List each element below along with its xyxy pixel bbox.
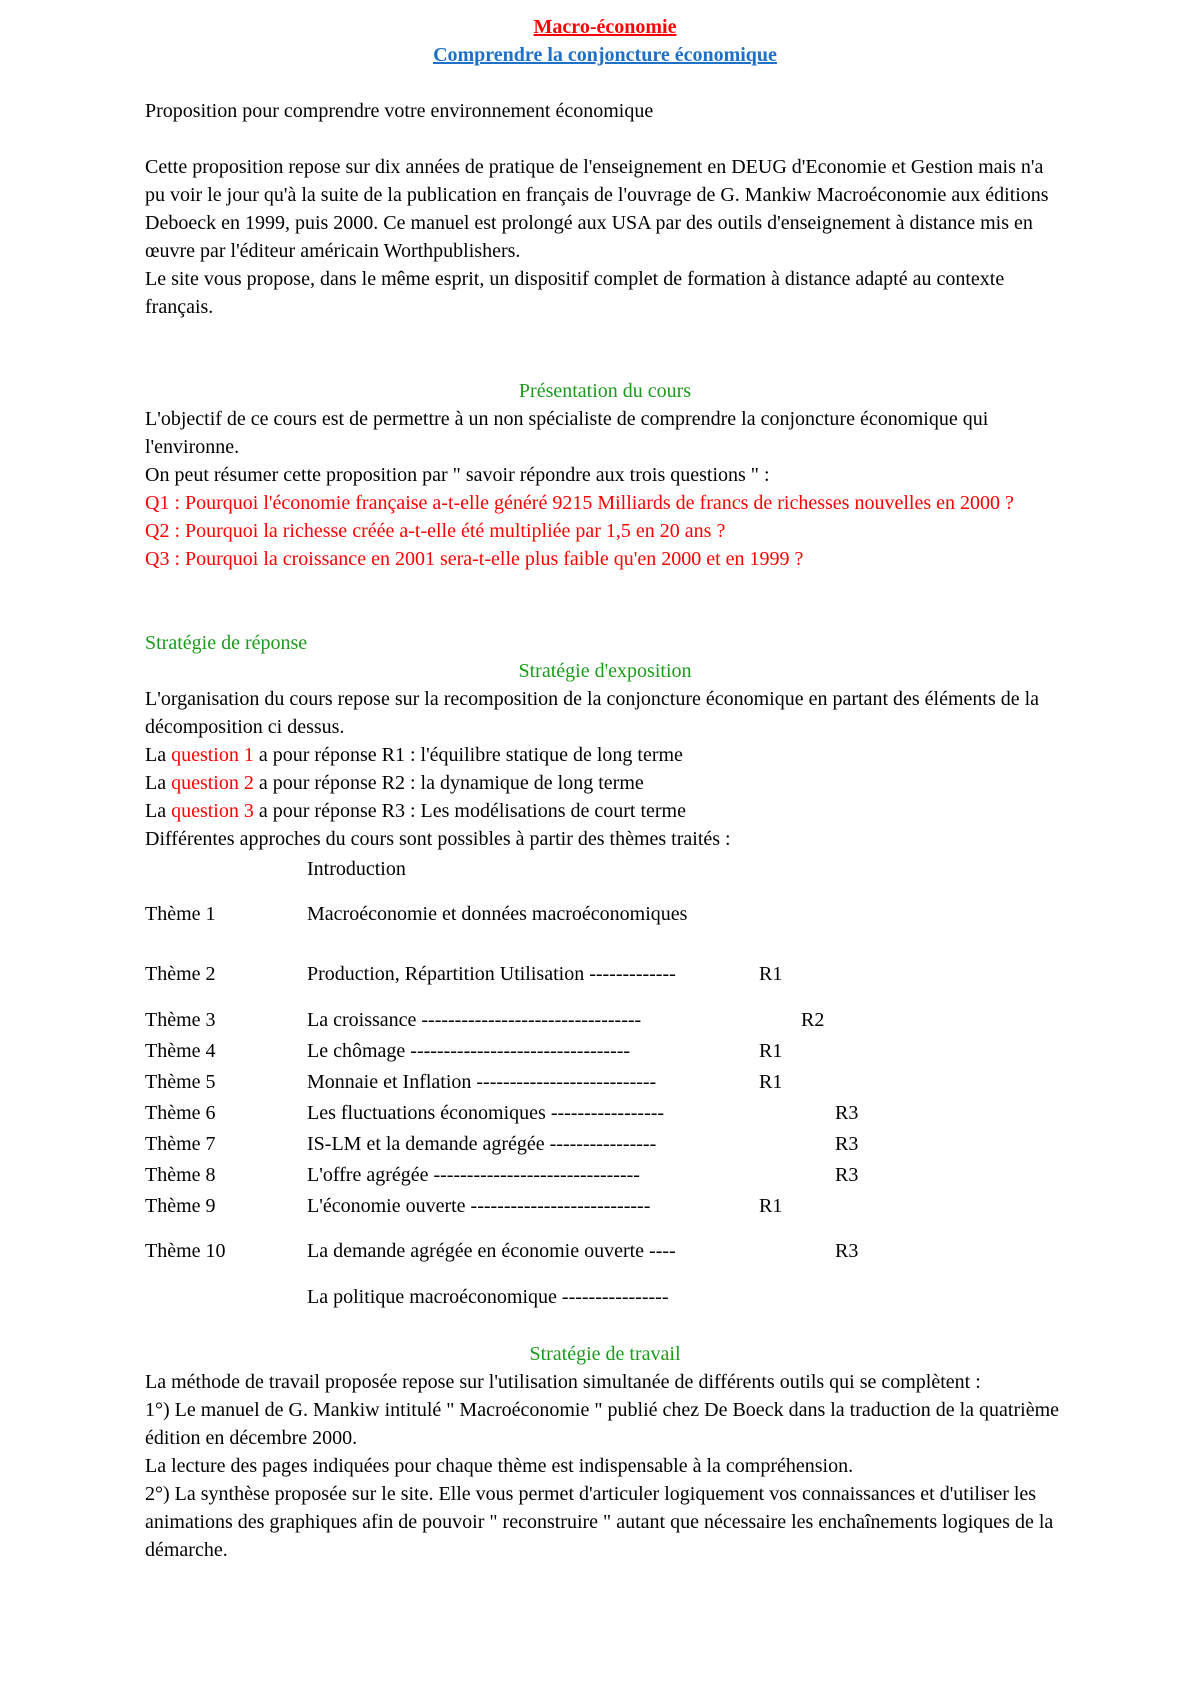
theme-number: Thème 7 [145,1132,216,1155]
presentation-heading: Présentation du cours [518,380,692,402]
theme-number: Thème 8 [145,1163,216,1186]
document-content [145,13,1065,1564]
theme-label: IS-LM et la demande agrégée ---------------- [307,1132,657,1155]
answer-line-2 [145,769,1065,797]
theme-label: Macroéconomie et données macroéconomiques [307,903,688,925]
strategy-organisation: L'organisation du cours repose sur la recomposition de la conjoncture économique en partant des éléments de la décomposition ci dessus. [145,688,1040,738]
answer-text: a pour réponse R2 : la dynamique de long terme [253,772,644,794]
answer-line-1 [145,741,1065,769]
theme-label: La demande agrégée en économie ouverte ---- [307,1240,676,1262]
question-3-link[interactable]: question 3 [171,800,254,822]
theme-label: Introduction [307,857,406,880]
theme-label: L'économie ouverte --------------------------- [307,1194,651,1217]
theme-number: Thème 3 [145,1008,216,1031]
work-method: La méthode de travail proposée repose sur l'utilisation simultanée de différents outils qui se complètent : [145,1371,981,1393]
theme-number: Thème 6 [145,1101,216,1124]
question-2: Q2 : Pourquoi la richesse créée a-t-elle été multipliée par 1,5 en 20 ans ? [145,520,726,542]
theme-row [145,884,1065,944]
work-item-2: 2°) La synthèse proposée sur le site. Elle vous permet d'articuler logiquement vos connaissances et d'utiliser les animations des graphiques afin de pouvoir " reconstruire " autant que nécessaire les enchaînements logiques de la démarche. [145,1483,1054,1561]
answer-prefix: La [145,744,172,766]
theme-label: Production, Répartition Utilisation ------------- [307,963,676,985]
theme-row [145,1281,1065,1312]
presentation-objective: L'objectif de ce cours est de permettre à un non spécialiste de comprendre la conjoncture économique qui l'environne. [145,408,989,458]
answer-prefix: La [145,800,172,822]
theme-row [145,1035,1065,1066]
theme-number [145,853,307,884]
theme-number: Thème 4 [145,1039,216,1062]
intro-lead: Proposition pour comprendre votre environnement économique [145,100,654,122]
theme-row [145,1066,1065,1097]
presentation-summary: On peut résumer cette proposition par " savoir répondre aux trois questions " : [145,464,770,486]
doc-subtitle[interactable]: Comprendre la conjoncture économique [433,44,777,66]
themes-table [145,853,1065,1312]
theme-row [145,1159,1065,1190]
theme-number [145,1281,307,1312]
theme-answer: R2 [801,1008,825,1031]
theme-answer: R1 [759,1039,783,1062]
strategy-heading: Stratégie de réponse [145,632,308,654]
doc-title[interactable]: Macro-économie [533,16,677,38]
theme-answer: R1 [759,963,783,985]
intro-paragraph: Cette proposition repose sur dix années de pratique de l'enseignement en DEUG d'Economie et Gestion mais n'a pu voir le jour qu'à la suite de la publication en français de l'ouvrage de G. Mankiw Macroéconomie aux éditions Deboeck en 1999, puis 2000. Ce manuel est prolongé aux USA par des outils d'enseignement à distance mis en œuvre par l'éditeur américain Worthpublishers. [145,156,1049,262]
theme-label: Le chômage --------------------------------- [307,1039,631,1062]
question-1-link[interactable]: question 1 [171,744,254,766]
strategy-approaches: Différentes approches du cours sont possibles à partir des thèmes traités : [145,828,731,850]
theme-answer [759,1281,1065,1312]
theme-number: Thème 2 [145,963,216,985]
theme-row [145,853,1065,884]
work-item-1: 1°) Le manuel de G. Mankiw intitulé " Macroéconomie " publié chez De Boeck dans la traduction de la quatrième édition en décembre 2000. [145,1399,1060,1449]
theme-number: Thème 5 [145,1070,216,1093]
theme-row [145,1004,1065,1035]
theme-answer: R3 [835,1240,859,1262]
theme-number: Thème 9 [145,1194,216,1217]
question-2-link[interactable]: question 2 [171,772,254,794]
question-3: Q3 : Pourquoi la croissance en 2001 sera-t-elle plus faible qu'en 2000 et en 1999 ? [145,548,804,570]
answer-text: a pour réponse R3 : Les modélisations de court terme [253,800,686,822]
intro-site-line: Le site vous propose, dans le même esprit, un dispositif complet de formation à distance adapté au contexte français. [145,268,1005,318]
theme-label: La croissance --------------------------------- [307,1008,642,1031]
theme-label: Monnaie et Inflation --------------------------- [307,1070,657,1093]
answer-line-3 [145,797,1065,825]
theme-row [145,1128,1065,1159]
work-heading: Stratégie de travail [529,1343,681,1365]
theme-label: L'offre agrégée ------------------------------- [307,1163,640,1186]
work-reading: La lecture des pages indiquées pour chaque thème est indispensable à la compréhension. [145,1455,854,1477]
theme-number: Thème 10 [145,1240,226,1262]
doc-title-line [145,13,1065,41]
answer-prefix: La [145,772,172,794]
theme-answer [759,884,1065,944]
theme-answer: R1 [759,1194,783,1217]
theme-answer: R1 [759,1070,783,1093]
question-1: Q1 : Pourquoi l'économie française a-t-elle généré 9215 Milliards de francs de richesses nouvelles en 2000 ? [145,492,1014,514]
theme-label: Les fluctuations économiques ----------------- [307,1101,665,1124]
theme-answer: R3 [835,1163,859,1186]
theme-label: La politique macroéconomique ---------------- [307,1285,669,1308]
theme-number: Thème 1 [145,903,216,925]
theme-answer [759,853,1065,884]
theme-answer: R3 [835,1101,859,1124]
theme-row [145,1097,1065,1128]
theme-row [145,944,1065,1004]
theme-answer: R3 [835,1132,859,1155]
doc-subtitle-line [145,41,1065,69]
theme-row [145,1221,1065,1281]
theme-row [145,1190,1065,1221]
exposition-heading: Stratégie d'exposition [518,660,692,682]
answer-text: a pour réponse R1 : l'équilibre statique de long terme [253,744,683,766]
